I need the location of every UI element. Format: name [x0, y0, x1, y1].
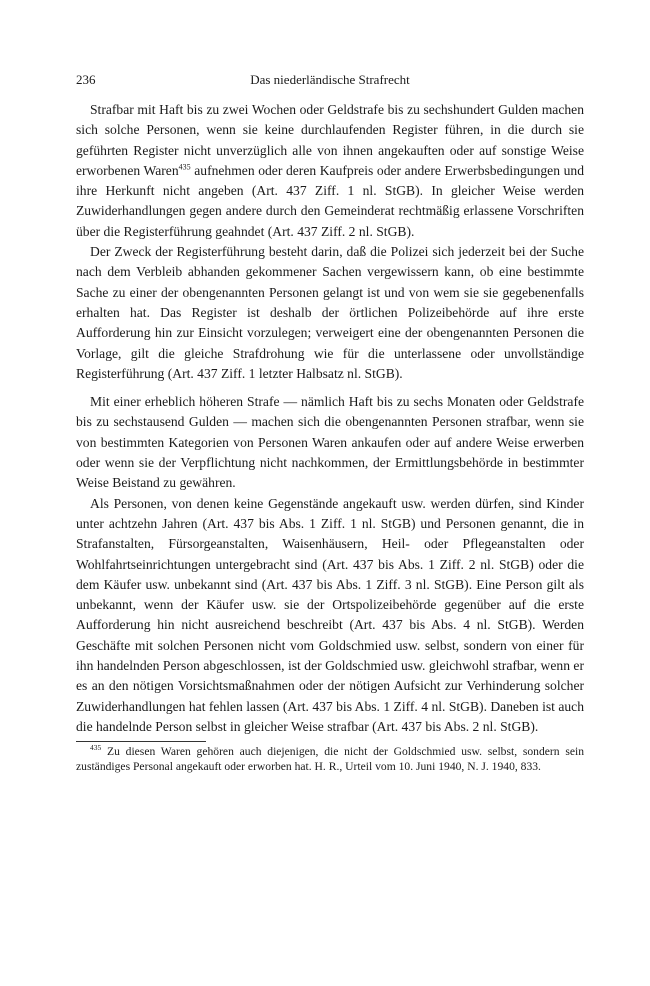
paragraph-3: Mit einer erheblich höheren Strafe — nämlich Haft bis zu sechs Monaten oder Geldstrafe bis zu sechstausend Gulden — machen sich die obengenannten Personen strafbar, wenn sie von bestimmten Kategorien von Personen Waren ankaufen oder auf andere Weise erwerben oder wenn sie der Verpflichtung nicht nachkommen, der Ermittlungsbehörde in bestimmter Weise Beistand zu gewähren. [76, 394, 584, 491]
footnote-text: Zu diesen Waren gehören auch diejenigen, die nicht der Goldschmied usw. selbst, sondern sein zuständiges Personal angekauft oder erworben hat. H. R., Urteil vom 10. Juni 1940, N. J. 1940, 833. [76, 745, 584, 773]
paragraph-1-text-start: Strafbar mit Haft bis zu zwei Wochen oder Geldstrafe bis zu sechshundert Gulden machen sich solche Personen, wenn sie keine durchlaufenden Register führen, in die durch sie geführten Register nicht unverzüglich alle von ihnen angekauften oder auf sonstige Weise erworbenen Waren [76, 102, 584, 178]
paragraph-2: Der Zweck der Registerführung besteht darin, daß die Polizei sich jederzeit bei der Suche nach dem Verbleib abhanden gekommener Sachen vergewissern kann, ob eine bestimmte Sache zu einer der obengenannten Personen gelangt ist und von wem sie sie gegebenenfalls erhalten hat. Das Register ist deshalb der örtlichen Polizeibehörde auf ihre erste Aufforderung hin zur Einsicht vorzulegen; verweigert eine der obengenannten Personen die Vorlage, gilt die gleiche Strafdrohung wie für die unterlassene oder unvollständige Registerführung (Art. 437 Ziff. 1 letzter Halbsatz nl. StGB). [76, 244, 584, 381]
page-number: 236 [76, 72, 96, 87]
footnote-reference[interactable]: 435 [178, 162, 191, 172]
paragraph-1-text-end: aufnehmen oder deren Kaufpreis oder andere Erwerbsbedingungen und ihre Herkunft nicht angeben (Art. 437 Ziff. 1 nl. StGB). In gleicher Weise werden Zuwiderhandlungen gegen andere durch den Gemeinderat rechtmäßig erlassene Vorschriften über die Registerführung geahndet (Art. 437 Ziff. 2 nl. StGB). [76, 162, 584, 239]
footnote-marker: 435 [90, 743, 102, 753]
paragraph-4: Als Personen, von denen keine Gegenstände angekauft usw. werden dürfen, sind Kinder unter achtzehn Jahren (Art. 437 bis Abs. 1 Ziff. 1 nl. StGB) und Personen genannt, die in Strafanstalten, Fürsorgeanstalten, Waisenhäusern, Heil- oder Pflegeanstalten oder Wohlfahrtseinrichtungen untergebracht sind (Art. 437 bis Abs. 1 Ziff. 2 nl. StGB) oder die dem Käufer usw. unbekannt sind (Art. 437 bis Abs. 1 Ziff. 3 nl. StGB). Eine Person gilt als unbekannt, wenn der Käufer usw. sie der Ortspolizeibehörde gegenüber auf die erste Aufforderung hin nicht ausreichend beschreibt (Art. 437 bis Abs. 4 nl. StGB). Werden Geschäfte mit solchen Personen nicht vom Goldschmied usw. selbst, sondern von einer für ihn handelnden Person abgeschlossen, ist der Goldschmied usw. gleichwohl strafbar, wenn er es an den nötigen Vorsichtsmaßnahmen oder der nötigen Aufsicht zur Verhinderung solcher Zuwiderhandlungen hat fehlen lassen (Art. 437 bis Abs. 1 Ziff. 4 nl. StGB). Daneben ist auch die handelnde Person selbst in gleicher Weise strafbar (Art. 437 bis Abs. 2 nl. StGB). [76, 495, 584, 734]
paragraph-1 [76, 100, 584, 242]
body-text [76, 100, 584, 737]
page-header [76, 72, 584, 94]
footnote [76, 745, 584, 775]
running-title: Das niederländische Strafrecht [250, 72, 410, 87]
footnote-divider [76, 741, 206, 742]
book-page [76, 72, 584, 775]
